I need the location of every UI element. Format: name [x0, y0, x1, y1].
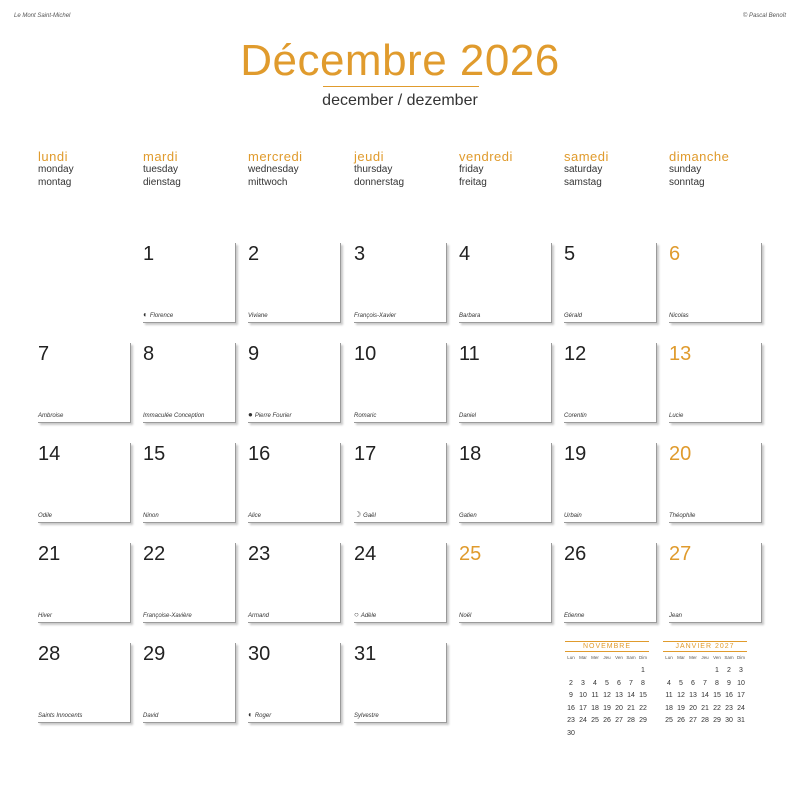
moon-phase-icon: ◐	[248, 710, 253, 719]
mini-day	[589, 665, 601, 678]
saint-label: Urbain	[564, 513, 582, 519]
saint-name	[459, 513, 477, 519]
weekday-label-de: samstag	[564, 177, 602, 188]
saint-name	[354, 713, 379, 719]
mini-weekday: Jeu	[701, 655, 709, 660]
mini-day: 22	[713, 704, 721, 712]
saint-name	[669, 413, 683, 419]
mini-day: 11	[591, 692, 599, 699]
day-cell-25[interactable]	[459, 543, 552, 623]
weekday-label-fr: samedi	[564, 149, 609, 164]
mini-weekday: Ven	[713, 655, 721, 660]
day-number: 24	[354, 543, 377, 565]
mini-day: 2	[727, 667, 731, 674]
day-cell-14[interactable]	[38, 443, 131, 523]
mini-day: 9	[727, 679, 731, 687]
mini-weekday: Ven	[615, 655, 623, 660]
day-number: 30	[248, 643, 271, 665]
weekday-label-fr: lundi	[38, 149, 68, 164]
day-number: 28	[38, 643, 61, 665]
day-cell-26[interactable]	[564, 543, 657, 623]
saint-label: Saints Innocents	[38, 713, 83, 719]
saint-name	[564, 513, 582, 519]
saint-name	[354, 610, 376, 619]
mini-day: 5	[605, 679, 609, 687]
weekday-label-de: donnerstag	[354, 177, 405, 188]
mini-day	[601, 665, 613, 678]
saint-label: Corentin	[564, 413, 587, 419]
mini-weekday: Sam	[626, 655, 636, 660]
moon-phase-icon: ◐	[143, 310, 148, 319]
mini-day: 4	[593, 679, 597, 687]
saint-label: Pierre Fourier	[254, 413, 292, 419]
day-cell-21[interactable]	[38, 543, 131, 623]
saint-name	[354, 413, 376, 419]
day-cell-15[interactable]	[143, 443, 236, 523]
mini-day	[625, 728, 637, 741]
day-number: 15	[143, 443, 166, 465]
day-number: 7	[38, 343, 50, 365]
day-cell-18[interactable]	[459, 443, 552, 523]
moon-phase-icon: ○	[354, 610, 359, 619]
saint-label: Romaric	[354, 413, 377, 419]
mini-day: 13	[615, 692, 623, 699]
saint-name	[669, 613, 682, 619]
mini-day	[625, 665, 637, 678]
mini-day	[613, 728, 625, 741]
mini-day: 19	[677, 704, 685, 712]
mini-weekday: Lun	[665, 655, 673, 660]
day-cell-4[interactable]	[459, 243, 552, 323]
saint-label: Florence	[149, 313, 174, 319]
day-cell-20[interactable]	[669, 443, 762, 523]
day-cell-16[interactable]	[248, 443, 341, 523]
mini-calendar-next	[663, 641, 747, 728]
weekday-sunday	[669, 150, 769, 189]
day-cell-8[interactable]	[143, 343, 236, 423]
weekday-label-fr: dimanche	[669, 149, 730, 164]
mini-calendar-previous	[565, 641, 649, 740]
day-cell-31[interactable]	[354, 643, 447, 723]
saint-name	[38, 613, 52, 619]
saint-label: Lucie	[669, 413, 684, 419]
saint-name	[459, 413, 476, 419]
mini-day: 27	[689, 717, 697, 724]
saint-label: Jean	[669, 613, 683, 619]
weekday-friday	[459, 150, 559, 189]
day-number: 9	[248, 343, 260, 365]
mini-day: 24	[579, 717, 587, 724]
mini-day: 5	[679, 679, 683, 687]
saint-label: Armand	[248, 613, 270, 619]
mini-day: 25	[591, 717, 599, 724]
mini-weekday: Dim	[639, 655, 647, 660]
mini-day: 13	[689, 692, 697, 699]
mini-day: 3	[581, 679, 585, 687]
mini-calendar-weekdays	[565, 655, 649, 660]
mini-day	[577, 728, 589, 741]
weekday-label-de: sonntag	[669, 177, 705, 188]
mini-day: 21	[701, 704, 709, 712]
mini-day: 12	[677, 692, 685, 699]
mini-day: 16	[725, 692, 733, 699]
day-cell-23[interactable]	[248, 543, 341, 623]
mini-day	[565, 665, 577, 678]
weekday-label-de: mittwoch	[248, 177, 288, 188]
weekday-label-en: friday	[459, 164, 484, 175]
day-number: 19	[564, 443, 587, 465]
saint-name	[248, 313, 268, 319]
mini-day: 14	[627, 692, 635, 699]
day-cell-3[interactable]	[354, 243, 447, 323]
day-number: 6	[669, 243, 681, 265]
day-number: 17	[354, 443, 377, 465]
saint-name	[143, 413, 204, 419]
mini-day: 6	[617, 679, 621, 687]
saint-name	[143, 310, 173, 319]
mini-day	[589, 728, 601, 741]
saint-label: Barbara	[459, 313, 481, 319]
saint-label: Ninon	[143, 513, 159, 519]
saint-name	[354, 510, 376, 519]
mini-calendar-week	[663, 665, 747, 678]
weekday-label-en: tuesday	[143, 164, 179, 175]
saint-name	[669, 313, 689, 319]
mini-day: 15	[713, 692, 721, 699]
saint-name	[354, 313, 396, 319]
day-number: 2	[248, 243, 260, 265]
weekday-label-fr: jeudi	[354, 149, 384, 164]
saint-label: Roger	[254, 713, 272, 719]
day-cell-28[interactable]	[38, 643, 131, 723]
day-cell-6[interactable]	[669, 243, 762, 323]
mini-day: 24	[737, 704, 745, 712]
mini-calendar-week	[565, 715, 649, 728]
saint-label: Gatien	[459, 513, 477, 519]
saint-name	[564, 413, 587, 419]
day-number: 5	[564, 243, 576, 265]
mini-day: 20	[689, 704, 697, 712]
day-cell-11[interactable]	[459, 343, 552, 423]
mini-day: 29	[639, 717, 647, 724]
mini-day: 1	[641, 667, 645, 674]
saint-name	[248, 613, 269, 619]
mini-calendar-week	[565, 703, 649, 716]
day-number: 20	[669, 443, 692, 465]
day-number: 10	[354, 343, 377, 365]
mini-calendar-week	[663, 678, 747, 691]
weekday-label-fr: mercredi	[248, 149, 303, 164]
weekday-label-de: freitag	[459, 177, 487, 188]
mini-calendar-week	[565, 678, 649, 691]
day-cell-2[interactable]	[248, 243, 341, 323]
mini-weekday: Lun	[567, 655, 575, 660]
day-cell-27[interactable]	[669, 543, 762, 623]
day-cell-17[interactable]	[354, 443, 447, 523]
mini-calendar-week	[663, 703, 747, 716]
mini-calendar-week	[663, 690, 747, 703]
day-cell-5[interactable]	[564, 243, 657, 323]
mini-day: 17	[737, 692, 745, 699]
saint-name	[669, 513, 695, 519]
saint-label: Daniel	[459, 413, 477, 419]
saint-name	[248, 513, 261, 519]
day-number: 3	[354, 243, 366, 265]
mini-day: 11	[665, 692, 673, 699]
mini-weekday: Sam	[724, 655, 734, 660]
mini-day: 20	[615, 704, 623, 712]
day-number: 13	[669, 343, 692, 365]
weekday-label-en: saturday	[564, 164, 603, 175]
mini-day: 3	[739, 667, 743, 674]
day-number: 23	[248, 543, 271, 565]
mini-calendar-title: NOVEMBRE	[565, 641, 649, 652]
day-number: 1	[143, 243, 155, 265]
mini-day: 16	[567, 704, 575, 712]
mini-day: 31	[737, 717, 745, 724]
mini-calendar-week	[663, 715, 747, 728]
mini-day: 29	[713, 717, 721, 724]
mini-day: 9	[569, 692, 573, 699]
mini-day: 18	[665, 704, 673, 712]
saint-name	[459, 613, 471, 619]
mini-day: 6	[691, 679, 695, 687]
mini-calendar-week	[565, 665, 649, 678]
mini-day: 19	[603, 704, 611, 712]
mini-day	[687, 665, 699, 678]
mini-weekday: Jeu	[603, 655, 611, 660]
saint-label: Immaculée Conception	[143, 413, 205, 419]
mini-day: 7	[703, 679, 707, 687]
month-subtitle: december / dezember	[322, 92, 478, 109]
day-cell-10[interactable]	[354, 343, 447, 423]
saint-name	[38, 513, 52, 519]
day-cell-7[interactable]	[38, 343, 131, 423]
saint-name	[564, 613, 584, 619]
saint-label: David	[143, 713, 159, 719]
mini-day	[601, 728, 613, 741]
day-cell-19[interactable]	[564, 443, 657, 523]
saint-label: Théophile	[669, 513, 696, 519]
photo-credit: © Pascal Benoît	[742, 13, 786, 19]
mini-day: 18	[591, 704, 599, 712]
saint-label: Noël	[459, 613, 472, 619]
mini-calendar-weekdays	[663, 655, 747, 660]
day-number: 14	[38, 443, 61, 465]
mini-weekday: Mer	[689, 655, 697, 660]
weekday-tuesday	[143, 150, 243, 189]
weekday-label-fr: vendredi	[459, 149, 513, 164]
title-divider	[323, 86, 479, 87]
weekday-label-de: dienstag	[143, 177, 181, 188]
mini-weekday: Dim	[737, 655, 745, 660]
saint-label: Hiver	[38, 613, 53, 619]
saint-label: Alice	[248, 513, 262, 519]
mini-day: 30	[725, 717, 733, 724]
mini-day: 7	[629, 679, 633, 687]
day-cell-24[interactable]	[354, 543, 447, 623]
mini-day: 26	[677, 717, 685, 724]
day-number: 26	[564, 543, 587, 565]
saint-label: Viviane	[248, 313, 268, 319]
mini-day: 22	[639, 704, 647, 712]
day-number: 27	[669, 543, 692, 565]
mini-day	[699, 665, 711, 678]
saint-label: Gérald	[564, 313, 583, 319]
weekday-saturday	[564, 150, 664, 189]
photo-location-caption: Le Mont Saint-Michel	[14, 13, 71, 19]
mini-day: 1	[715, 667, 719, 674]
mini-day: 25	[665, 717, 673, 724]
mini-weekday: Mar	[677, 655, 685, 660]
weekday-label-en: sunday	[669, 164, 702, 175]
moon-phase-icon: ☽	[354, 510, 362, 519]
mini-day	[637, 728, 649, 741]
mini-day: 21	[627, 704, 635, 712]
mini-day: 8	[641, 679, 645, 687]
saint-name	[459, 313, 480, 319]
saint-label: Gaël	[363, 513, 376, 519]
mini-weekday: Mar	[579, 655, 587, 660]
weekday-label-en: wednesday	[248, 164, 299, 175]
saint-label: Adèle	[360, 613, 377, 619]
moon-phase-icon: ●	[248, 410, 253, 419]
mini-day: 23	[567, 717, 575, 724]
weekday-label-fr: mardi	[143, 149, 179, 164]
weekday-label-de: montag	[38, 177, 72, 188]
saint-name	[564, 313, 582, 319]
day-number: 31	[354, 643, 377, 665]
mini-weekday: Mer	[591, 655, 599, 660]
mini-day: 23	[725, 704, 733, 712]
day-number: 11	[459, 343, 480, 365]
day-cell-30[interactable]	[248, 643, 341, 723]
mini-day	[613, 665, 625, 678]
saint-label: Françoise-Xavière	[143, 613, 192, 619]
day-cell-1[interactable]	[143, 243, 236, 323]
mini-day: 10	[737, 679, 745, 687]
weekday-monday	[38, 150, 138, 189]
mini-day: 27	[615, 717, 623, 724]
mini-day: 2	[569, 679, 573, 687]
saint-label: François-Xavier	[354, 313, 397, 319]
mini-day	[675, 665, 687, 678]
saint-name	[38, 413, 63, 419]
weekday-label-en: thursday	[354, 164, 393, 175]
day-number: 16	[248, 443, 271, 465]
mini-day: 10	[579, 692, 587, 699]
day-number: 22	[143, 543, 166, 565]
day-number: 18	[459, 443, 482, 465]
day-number: 12	[564, 343, 587, 365]
mini-day: 15	[639, 692, 647, 699]
weekday-label-en: monday	[38, 164, 74, 175]
mini-calendar-title: JANVIER 2027	[663, 641, 747, 652]
saint-name	[143, 613, 192, 619]
saint-label: Nicolas	[669, 313, 689, 319]
saint-name	[143, 713, 158, 719]
mini-day	[577, 665, 589, 678]
day-cell-9[interactable]	[248, 343, 341, 423]
mini-day: 30	[567, 729, 575, 737]
day-cell-13[interactable]	[669, 343, 762, 423]
day-number: 29	[143, 643, 166, 665]
mini-calendar-week	[565, 728, 649, 741]
day-number: 8	[143, 343, 155, 365]
day-number: 25	[459, 543, 482, 565]
mini-day: 8	[715, 679, 719, 687]
saint-label: Ambroise	[38, 413, 64, 419]
day-cell-22[interactable]	[143, 543, 236, 623]
mini-day: 12	[603, 692, 611, 699]
mini-day	[663, 665, 675, 678]
month-title: Décembre 2026	[240, 36, 560, 85]
mini-day: 28	[701, 717, 709, 724]
mini-calendar-week	[565, 690, 649, 703]
day-number: 21	[38, 543, 61, 565]
day-number: 4	[459, 243, 471, 265]
saint-label: Odile	[38, 513, 53, 519]
day-cell-12[interactable]	[564, 343, 657, 423]
mini-day: 28	[627, 717, 635, 724]
weekday-wednesday	[248, 150, 348, 189]
saint-name	[38, 713, 82, 719]
saint-label: Sylvestre	[354, 713, 379, 719]
mini-day: 14	[701, 692, 709, 699]
saint-name	[248, 710, 271, 719]
saint-label: Etienne	[564, 613, 585, 619]
saint-name	[143, 513, 159, 519]
mini-day: 4	[667, 679, 671, 687]
mini-day: 17	[579, 704, 587, 712]
weekday-thursday	[354, 150, 454, 189]
day-cell-29[interactable]	[143, 643, 236, 723]
mini-day: 26	[603, 717, 611, 724]
saint-name	[248, 410, 292, 419]
